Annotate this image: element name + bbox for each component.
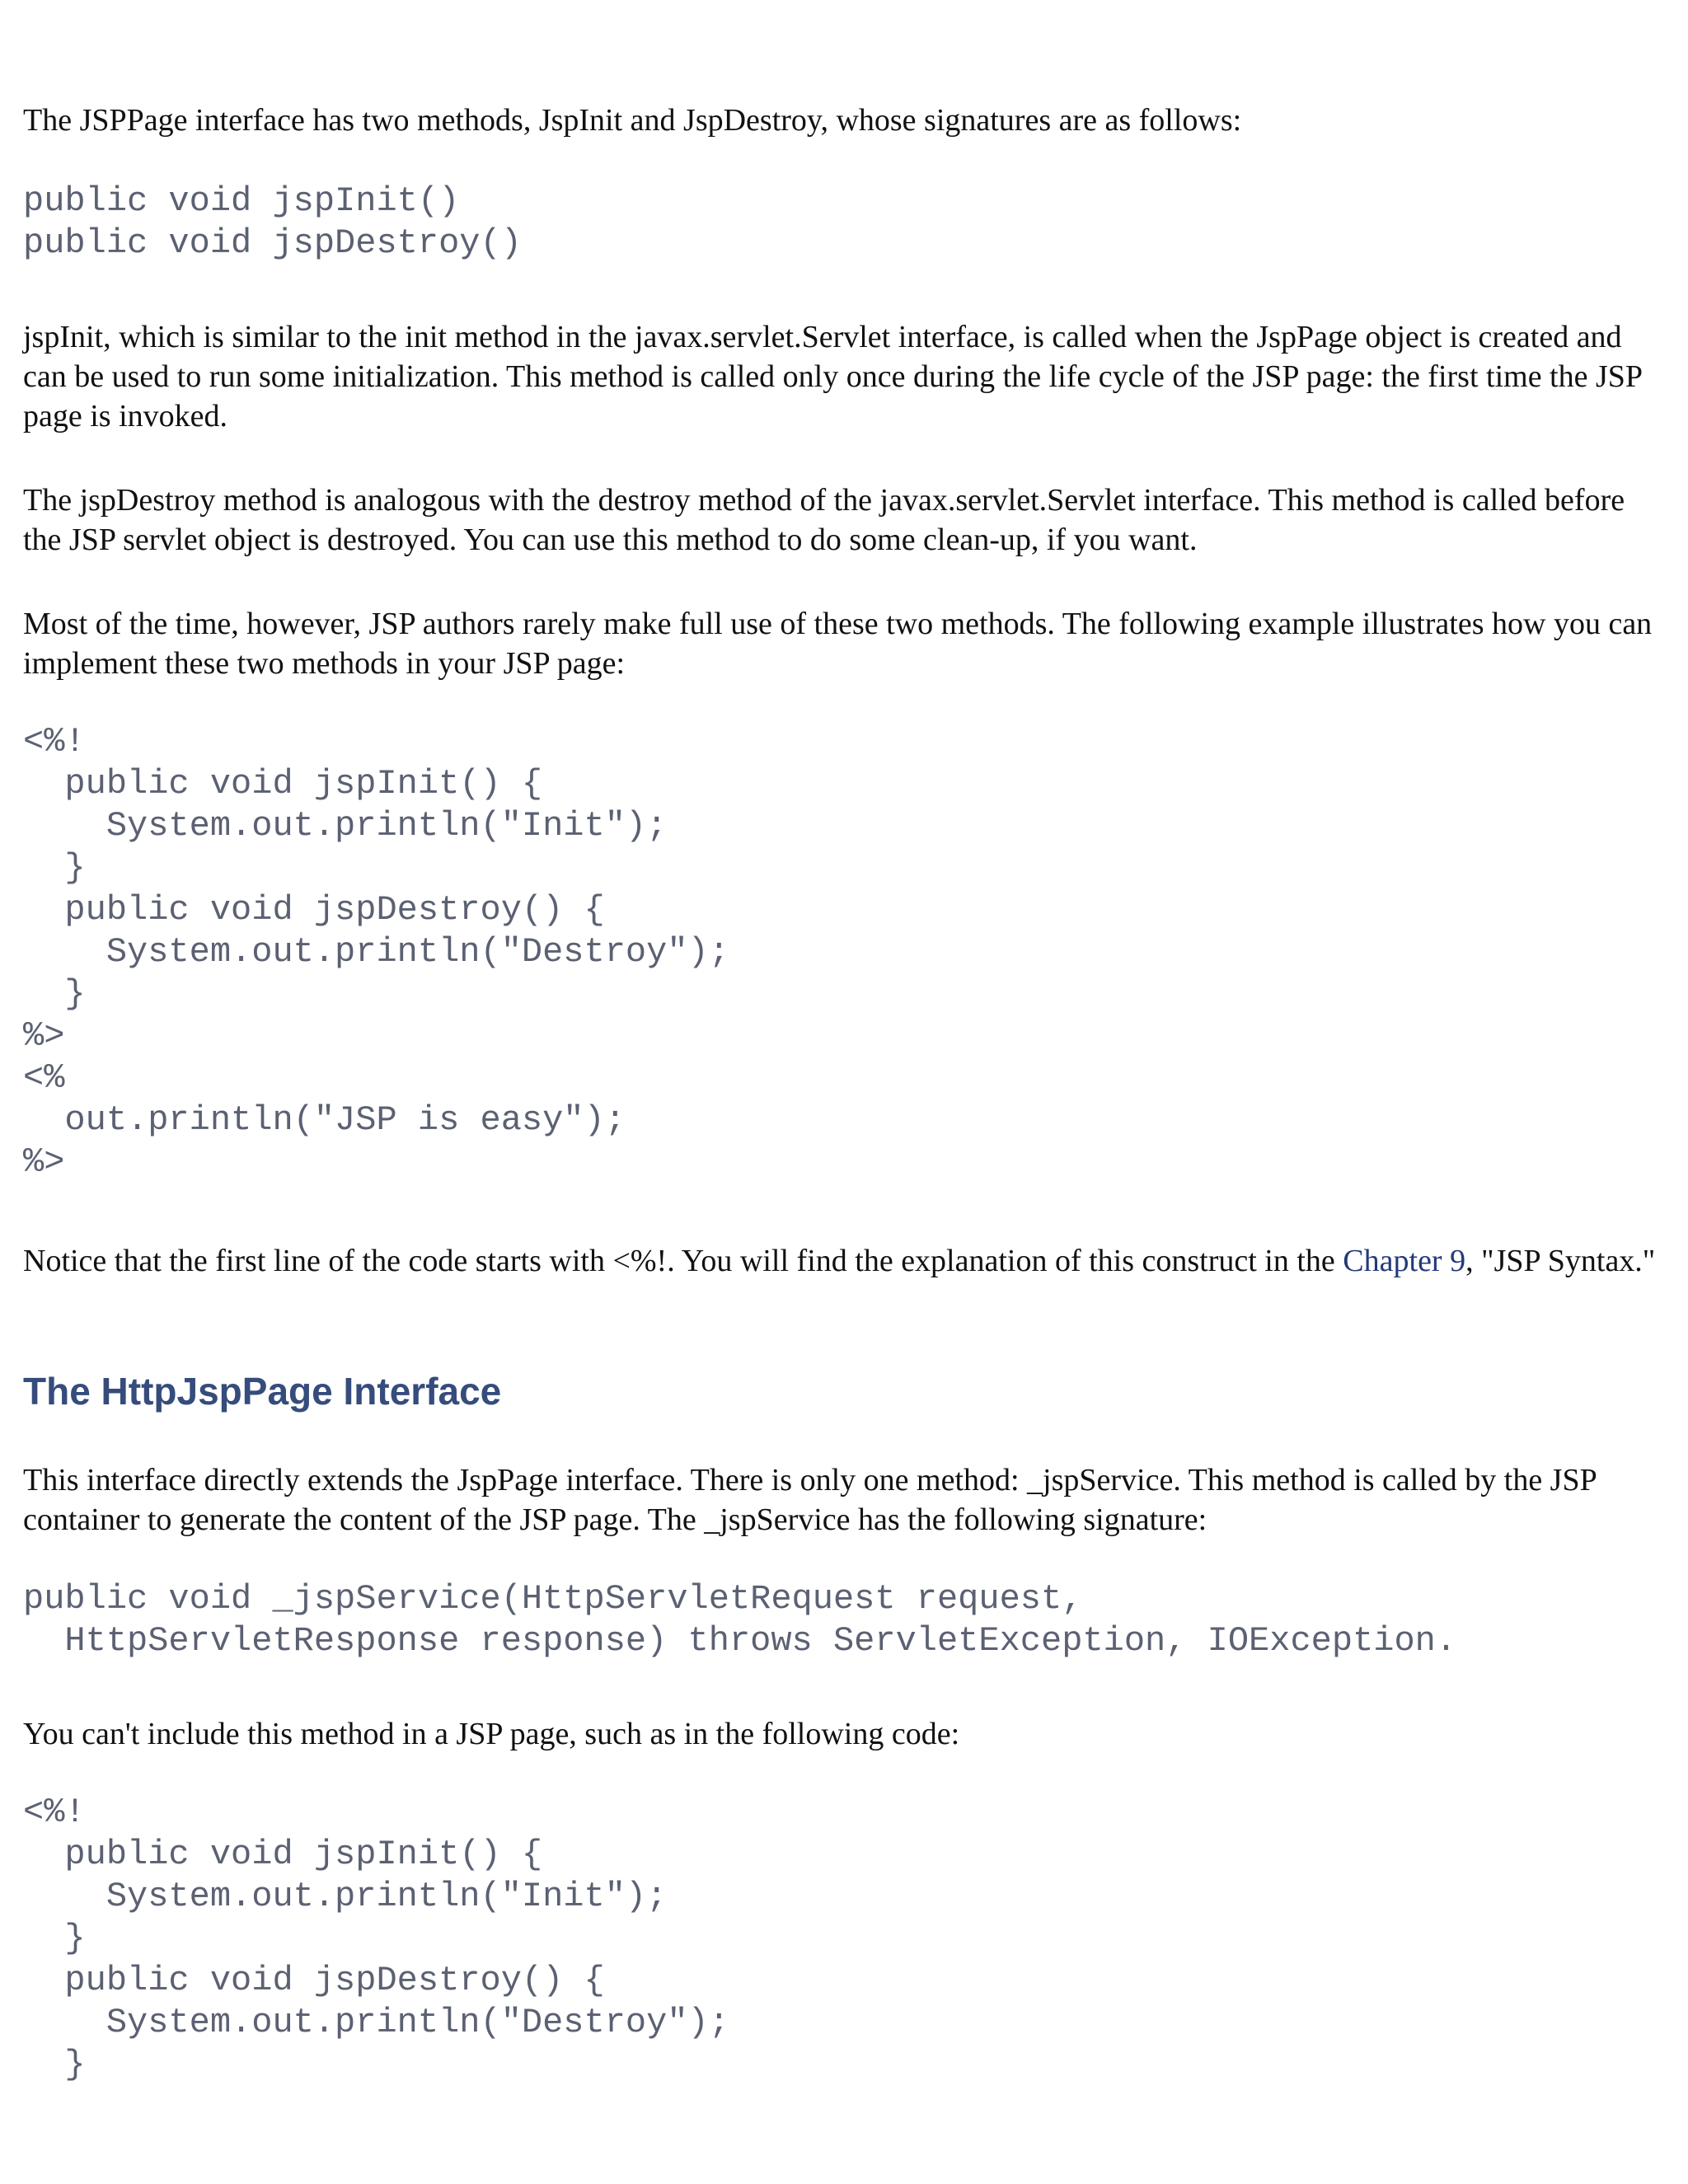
code-block-jspservice-signature: public void _jspService(HttpServletRequest request, HttpServletResponse response) throws ServletException, IOException. — [23, 1579, 1457, 1661]
chapter-9-link[interactable]: Chapter 9 — [1343, 1244, 1466, 1278]
code-block-example: <%! public void jspInit() { System.out.println("Init"); } public void jspDestroy() { System.out.println("Destroy"); } %> <% out.println("JSP is easy"); %> — [23, 722, 729, 1182]
paragraph-httpjsppage: This interface directly extends the JspPage interface. There is only one method: _jspService. This method is called by the JSP container to generate the content of the JSP page. The _jspService has the following signature: — [23, 1463, 1597, 1537]
notice-text-before: Notice that the first line of the code starts with <%!. You will find the explanation of this construct in the — [23, 1244, 1343, 1278]
notice-text-after: , "JSP Syntax." — [1465, 1244, 1656, 1278]
paragraph-jspinit: jspInit, which is similar to the init method in the javax.servlet.Servlet interface, is called when the JspPage object is created and can be used to run some initialization. This method is called only once during the life cycle of the JSP page: the first time the JSP page is invoked. — [23, 320, 1642, 434]
code-block-signatures: public void jspInit() public void jspDestroy() — [23, 181, 522, 263]
paragraph-jsppage-intro: The JSPPage interface has two methods, JspInit and JspDestroy, whose signatures are as follows: — [23, 103, 1242, 138]
code-block-cannot-include: <%! public void jspInit() { System.out.println("Init"); } public void jspDestroy() { System.out.println("Destroy"); } — [23, 1793, 729, 2084]
paragraph-notice — [23, 1239, 1663, 1283]
paragraph-jspdestroy: The jspDestroy method is analogous with the destroy method of the javax.servlet.Servlet interface. This method is called before the JSP servlet object is destroyed. You can use this method to do some clean-up, if you want. — [23, 483, 1625, 557]
paragraph-authors: Most of the time, however, JSP authors rarely make full use of these two methods. The following example illustrates how you can implement these two methods in your JSP page: — [23, 607, 1653, 681]
section-heading: The HttpJspPage Interface — [23, 1370, 502, 1413]
paragraph-cannot-include: You can't include this method in a JSP page, such as in the following code: — [23, 1717, 960, 1751]
